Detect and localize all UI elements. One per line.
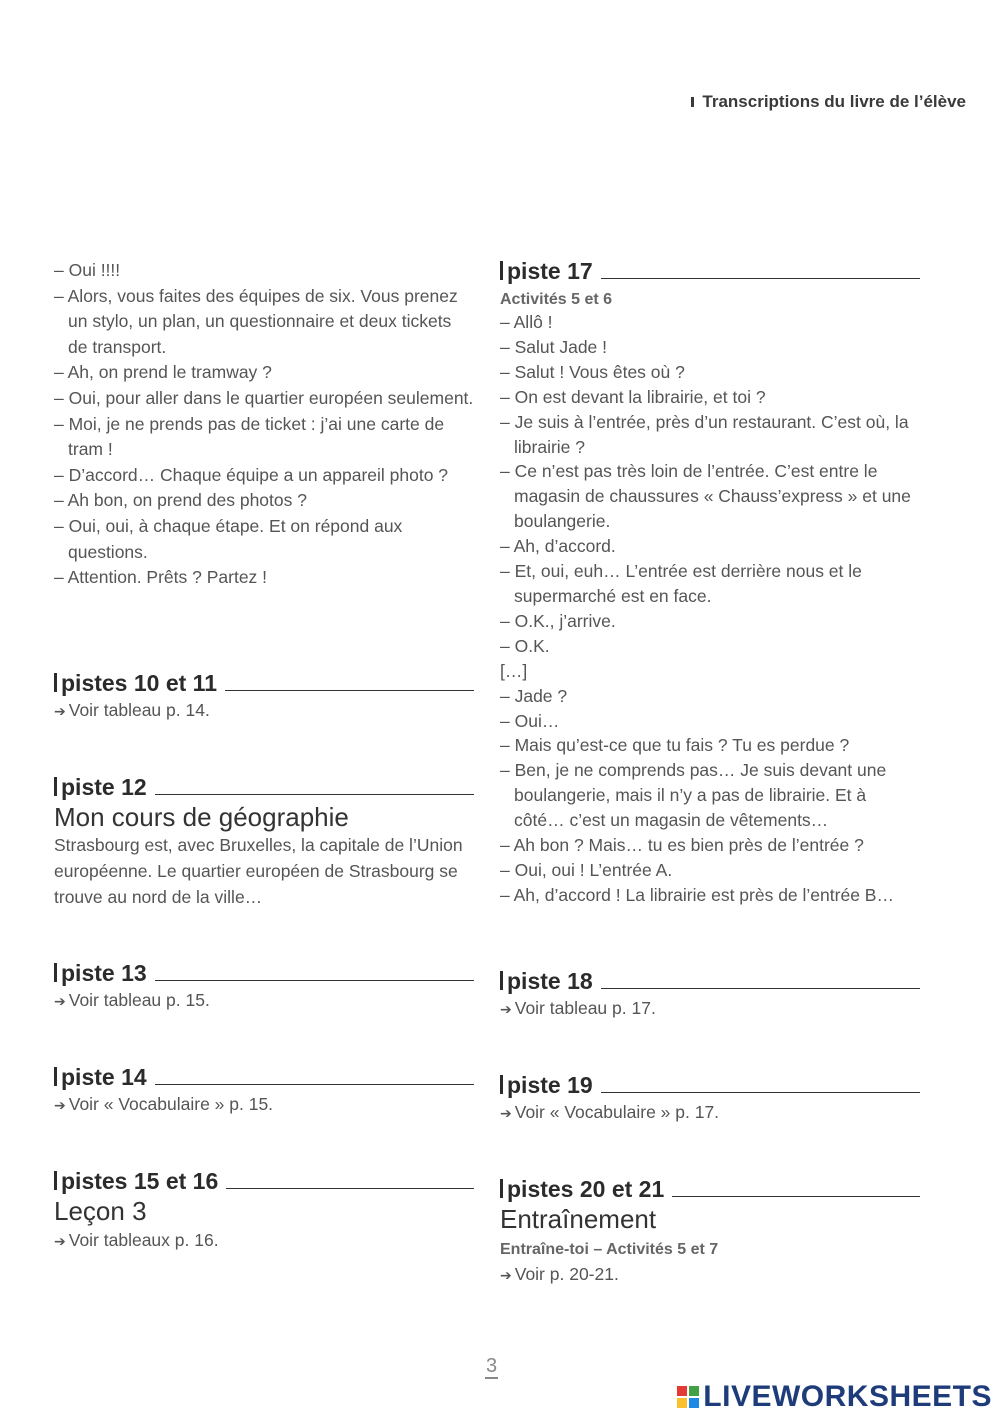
section-title: piste 13 (54, 960, 147, 986)
dialogue-line: […] (500, 660, 528, 681)
running-header (691, 92, 966, 112)
section-paragraph: Strasbourg est, avec Bruxelles, la capitale de l’Union européenne. Le quartier européen de Strasbourg se trouve au nord de la ville… (54, 835, 463, 907)
section-heading (54, 670, 474, 696)
section-piste-18 (500, 968, 920, 1021)
reference-text: Voir tableaux p. 16. (68, 1230, 219, 1250)
dialogue-line: – Attention. Prêts ? Partez ! (54, 567, 268, 588)
dialogue-line: – Et, oui, euh… L’entrée est derrière nous et le supermarché est en face. (500, 561, 862, 606)
section-heading (54, 774, 474, 800)
section-heading (54, 960, 474, 986)
section-heading (500, 968, 920, 994)
watermark-text: LIVEWORKSHEETS (703, 1380, 992, 1413)
dialogue-line: – Ben, je ne comprends pas… Je suis devant une boulangerie, mais il n’y a pas de librairie. Et à côté… c’est un magasin de vêtements… (500, 760, 887, 831)
dialogue-line: – O.K., j’arrive. (500, 610, 616, 631)
arrow-right-icon: ➔ (54, 1233, 66, 1249)
section-subtitle: Entraînement (500, 1204, 657, 1234)
heading-rule (225, 690, 474, 691)
dialogue-line: – Ah, on prend le tramway ? (54, 362, 272, 383)
arrow-right-icon: ➔ (500, 1105, 512, 1121)
dialogue (500, 310, 920, 908)
heading-rule (155, 794, 474, 795)
arrow-right-icon: ➔ (500, 1267, 512, 1283)
section-pistes-20-21 (500, 1176, 920, 1287)
arrow-right-icon: ➔ (54, 703, 66, 719)
reference-line (54, 1228, 474, 1253)
section-heading (500, 258, 920, 284)
reference-text: Voir p. 20-21. (514, 1264, 619, 1284)
reference-line (54, 988, 474, 1013)
dialogue-line: – Ah, d’accord ! La librairie est près de l’entrée B… (500, 884, 894, 905)
heading-rule (226, 1188, 474, 1189)
section-title: piste 18 (500, 968, 593, 994)
reference-text: Voir tableau p. 17. (514, 998, 656, 1018)
heading-rule (601, 278, 920, 279)
heading-rule (601, 1092, 920, 1093)
dialogue-line: – Allô ! (500, 312, 553, 332)
dialogue-line: – Moi, je ne prends pas de ticket : j’ai une carte de tram ! (54, 413, 445, 460)
dialogue-line: – Je suis à l’entrée, près d’un restaurant. C’est où, la librairie ? (500, 411, 909, 457)
reference-text: Voir « Vocabulaire » p. 15. (68, 1094, 274, 1114)
section-title: piste 14 (54, 1064, 147, 1090)
reference-line (500, 996, 920, 1021)
section-title: pistes 15 et 16 (54, 1168, 218, 1194)
liveworksheets-watermark[interactable] (677, 1381, 992, 1413)
dialogue-line: – Salut Jade ! (500, 336, 608, 357)
section-title: pistes 20 et 21 (500, 1176, 664, 1202)
section-pistes-10-11 (54, 670, 474, 723)
dialogue-line: – Alors, vous faites des équipes de six. Vous prenez un stylo, un plan, un questionnaire et deux tickets de transport. (54, 285, 458, 357)
section-piste-13 (54, 960, 474, 1013)
header-bar-icon (691, 97, 694, 107)
dialogue-line: – Oui, oui ! L’entrée A. (500, 859, 673, 880)
section-title: pistes 10 et 11 (54, 670, 217, 696)
reference-text: Voir tableau p. 14. (68, 700, 210, 720)
reference-line (54, 1092, 474, 1117)
reference-line (500, 1262, 920, 1287)
dialogue-line: – On est devant la librairie, et toi ? (500, 386, 766, 407)
heading-rule (155, 980, 474, 981)
reference-text: Voir « Vocabulaire » p. 17. (514, 1102, 720, 1122)
dialogue-line: – Oui, oui, à chaque étape. Et on répond aux questions. (54, 515, 403, 562)
section-piste-19 (500, 1072, 920, 1125)
section-heading (500, 1072, 920, 1098)
heading-rule (155, 1084, 474, 1085)
dialogue-continuation (54, 258, 474, 591)
dialogue-line: – Oui, pour aller dans le quartier européen seulement. (54, 387, 474, 408)
arrow-right-icon: ➔ (500, 1001, 512, 1017)
dialogue-line: – D’accord… Chaque équipe a un appareil photo ? (54, 464, 449, 485)
dialogue-line: – Ce n’est pas très loin de l’entrée. C’est entre le magasin de chaussures « Chauss’express » et une boulangerie. (500, 461, 911, 532)
dialogue-line: – O.K. (500, 635, 550, 656)
section-piste-12 (54, 774, 474, 910)
dialogue-line: – Salut ! Vous êtes où ? (500, 361, 685, 382)
arrow-right-icon: ➔ (54, 993, 66, 1009)
reference-line (54, 698, 474, 723)
section-piste-17 (500, 258, 920, 908)
heading-rule (601, 988, 920, 989)
section-title: piste 12 (54, 774, 147, 800)
liveworksheets-logo-icon (677, 1386, 699, 1408)
section-title: piste 17 (500, 258, 593, 284)
page-number: 3 (486, 1355, 498, 1377)
section-heading (54, 1168, 474, 1194)
dialogue-line: – Mais qu’est-ce que tu fais ? Tu es perdue ? (500, 735, 850, 756)
section-subhead: Entraîne-toi – Activités 5 et 7 (500, 1241, 719, 1258)
reference-text: Voir tableau p. 15. (68, 990, 210, 1010)
dialogue-line: – Oui !!!! (54, 260, 121, 280)
header-title: Transcriptions du livre de l’élève (702, 92, 966, 111)
section-subtitle: Leçon 3 (54, 1196, 147, 1226)
dialogue-line: – Ah bon, on prend des photos ? (54, 490, 307, 511)
section-heading (500, 1176, 920, 1202)
dialogue-line: – Jade ? (500, 685, 568, 706)
section-subhead: Activités 5 et 6 (500, 291, 613, 308)
dialogue-line: – Ah, d’accord. (500, 536, 616, 557)
section-heading (54, 1064, 474, 1090)
section-piste-14 (54, 1064, 474, 1117)
dialogue-line: – Oui… (500, 710, 560, 731)
section-title: piste 19 (500, 1072, 593, 1098)
arrow-right-icon: ➔ (54, 1097, 66, 1113)
heading-rule (672, 1196, 920, 1197)
section-pistes-15-16 (54, 1168, 474, 1253)
section-subtitle: Mon cours de géographie (54, 802, 349, 832)
reference-line (500, 1100, 920, 1125)
dialogue-line: – Ah bon ? Mais… tu es bien près de l’entrée ? (500, 835, 864, 856)
